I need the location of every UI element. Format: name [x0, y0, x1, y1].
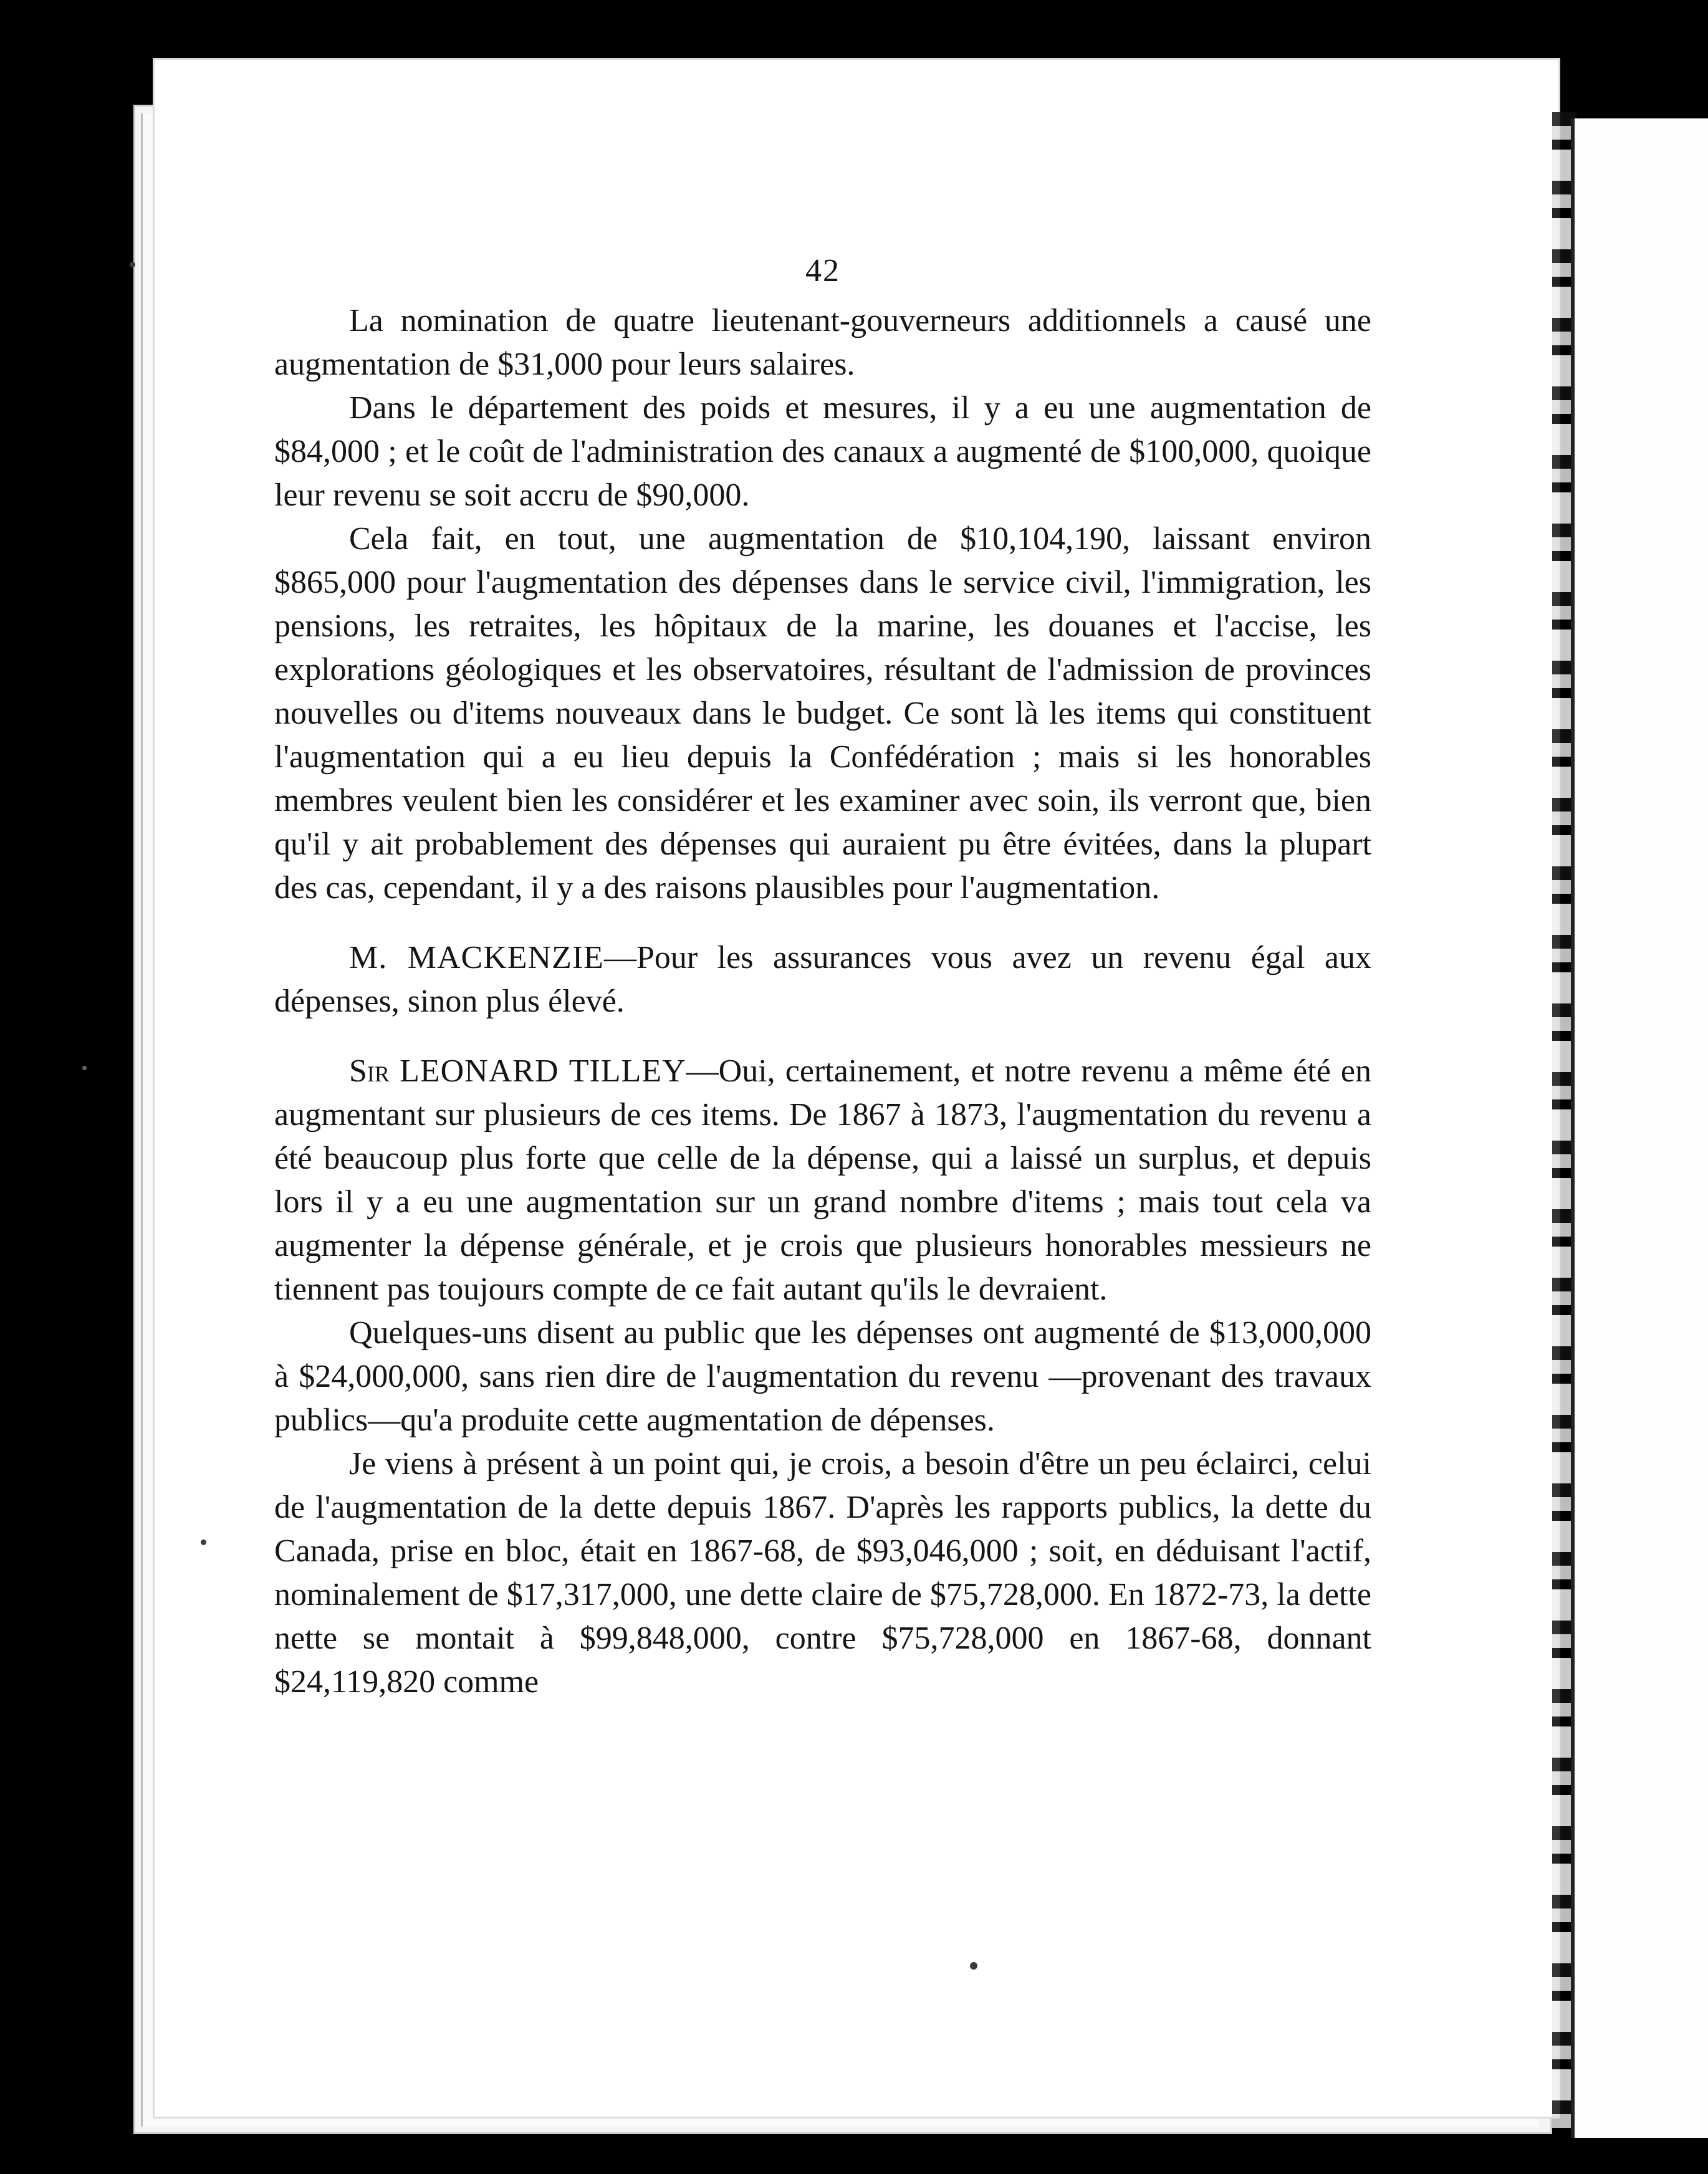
facing-page-edge	[1571, 118, 1708, 2138]
scan-speck	[130, 262, 135, 267]
scan-speck	[82, 1066, 87, 1070]
paragraph-7	[274, 1442, 1371, 1704]
paragraph-text: —Oui, certainement, et notre revenu a même été en augmentant sur plusieurs de ces items. De 1867 à 1873, l'augmentation du revenu a été beaucoup plus forte que celle de la dépense, qui a laissé un surplus, et depuis lors il y a eu une augmentation sur un grand nombre d'items ; mais tout cela va augmenter la dépense générale, et je crois que plusieurs honorables messieurs ne tiennent pas toujours compte de ce fait autant qu'ils le devraient.	[274, 1053, 1372, 1307]
paragraph-text: La nomination de quatre lieutenant-gouverneurs additionnels a causé une augmentation de $31,000 pour leurs salaires.	[274, 303, 1371, 382]
paragraph-6	[274, 1311, 1371, 1442]
paragraph-text: Cela fait, en tout, une augmentation de $10,104,190, laissant environ $865,000 pour l'augmentation des dépenses dans le service civil, l'immigration, les pensions, les retraites, les hôpitaux de la marine, les douanes et l'accise, les explorations géologiques et les observatoires, résultant de l'admission de provinces nouvelles ou d'items nouveaux dans le budget. Ce sont là les items qui constituent l'augmentation qui a eu lieu depuis la Confédération ; mais si les honorables membres veulent bien les considérer et les examiner avec soin, ils verront que, bien qu'il y ait probablement des dépenses qui auraient pu être évitées, dans la plupart des cas, cependant, il y a des raisons plausibles pour l'augmentation.	[274, 521, 1371, 906]
scan-speck	[970, 1962, 977, 1970]
paragraph-2	[274, 386, 1371, 517]
page-number: 42	[805, 253, 840, 289]
scan-speck	[201, 1540, 206, 1545]
paragraph-tilley	[274, 1050, 1371, 1311]
paragraph-mackenzie	[274, 936, 1371, 1023]
paragraph-3	[274, 517, 1371, 910]
paragraph-text: Je viens à présent à un point qui, je crois, a besoin d'être un peu éclairci, celui de l'augmentation de la dette depuis 1867. D'après les rapports publics, la dette du Canada, prise en bloc, était en 1867-68, de $93,046,000 ; soit, en déduisant l'actif, nominalement de $17,317,000, une dette claire de $75,728,000. En 1872-73, la dette nette se montait à $99,848,000, contre $75,728,000 en 1867-68, donnant $24,119,820 comme	[274, 1446, 1371, 1700]
speaker-name: LEONARD TILLEY	[400, 1053, 686, 1089]
page-text	[274, 249, 1371, 1704]
speaker-prefix: Sir	[349, 1053, 390, 1089]
paragraph-text: Quelques-uns disent au public que les dépenses ont augmenté de $13,000,000 à $24,000,000, sans rien dire de l'augmentation du revenu —provenant des travaux publics—qu'a produite cette augmentation de dépenses.	[274, 1315, 1371, 1438]
paragraph-text: Dans le département des poids et mesures, il y a eu une augmentation de $84,000 ; et le coût de l'administration des canaux a augmenté de $100,000, quoique leur revenu se soit accru de $90,000.	[274, 390, 1371, 513]
paragraph-1	[274, 299, 1371, 386]
paragraph-text: —Pour les assurances vous avez un revenu égal aux dépenses, sinon plus élevé.	[274, 940, 1371, 1019]
speaker-name: M. MACKENZIE	[349, 940, 604, 975]
